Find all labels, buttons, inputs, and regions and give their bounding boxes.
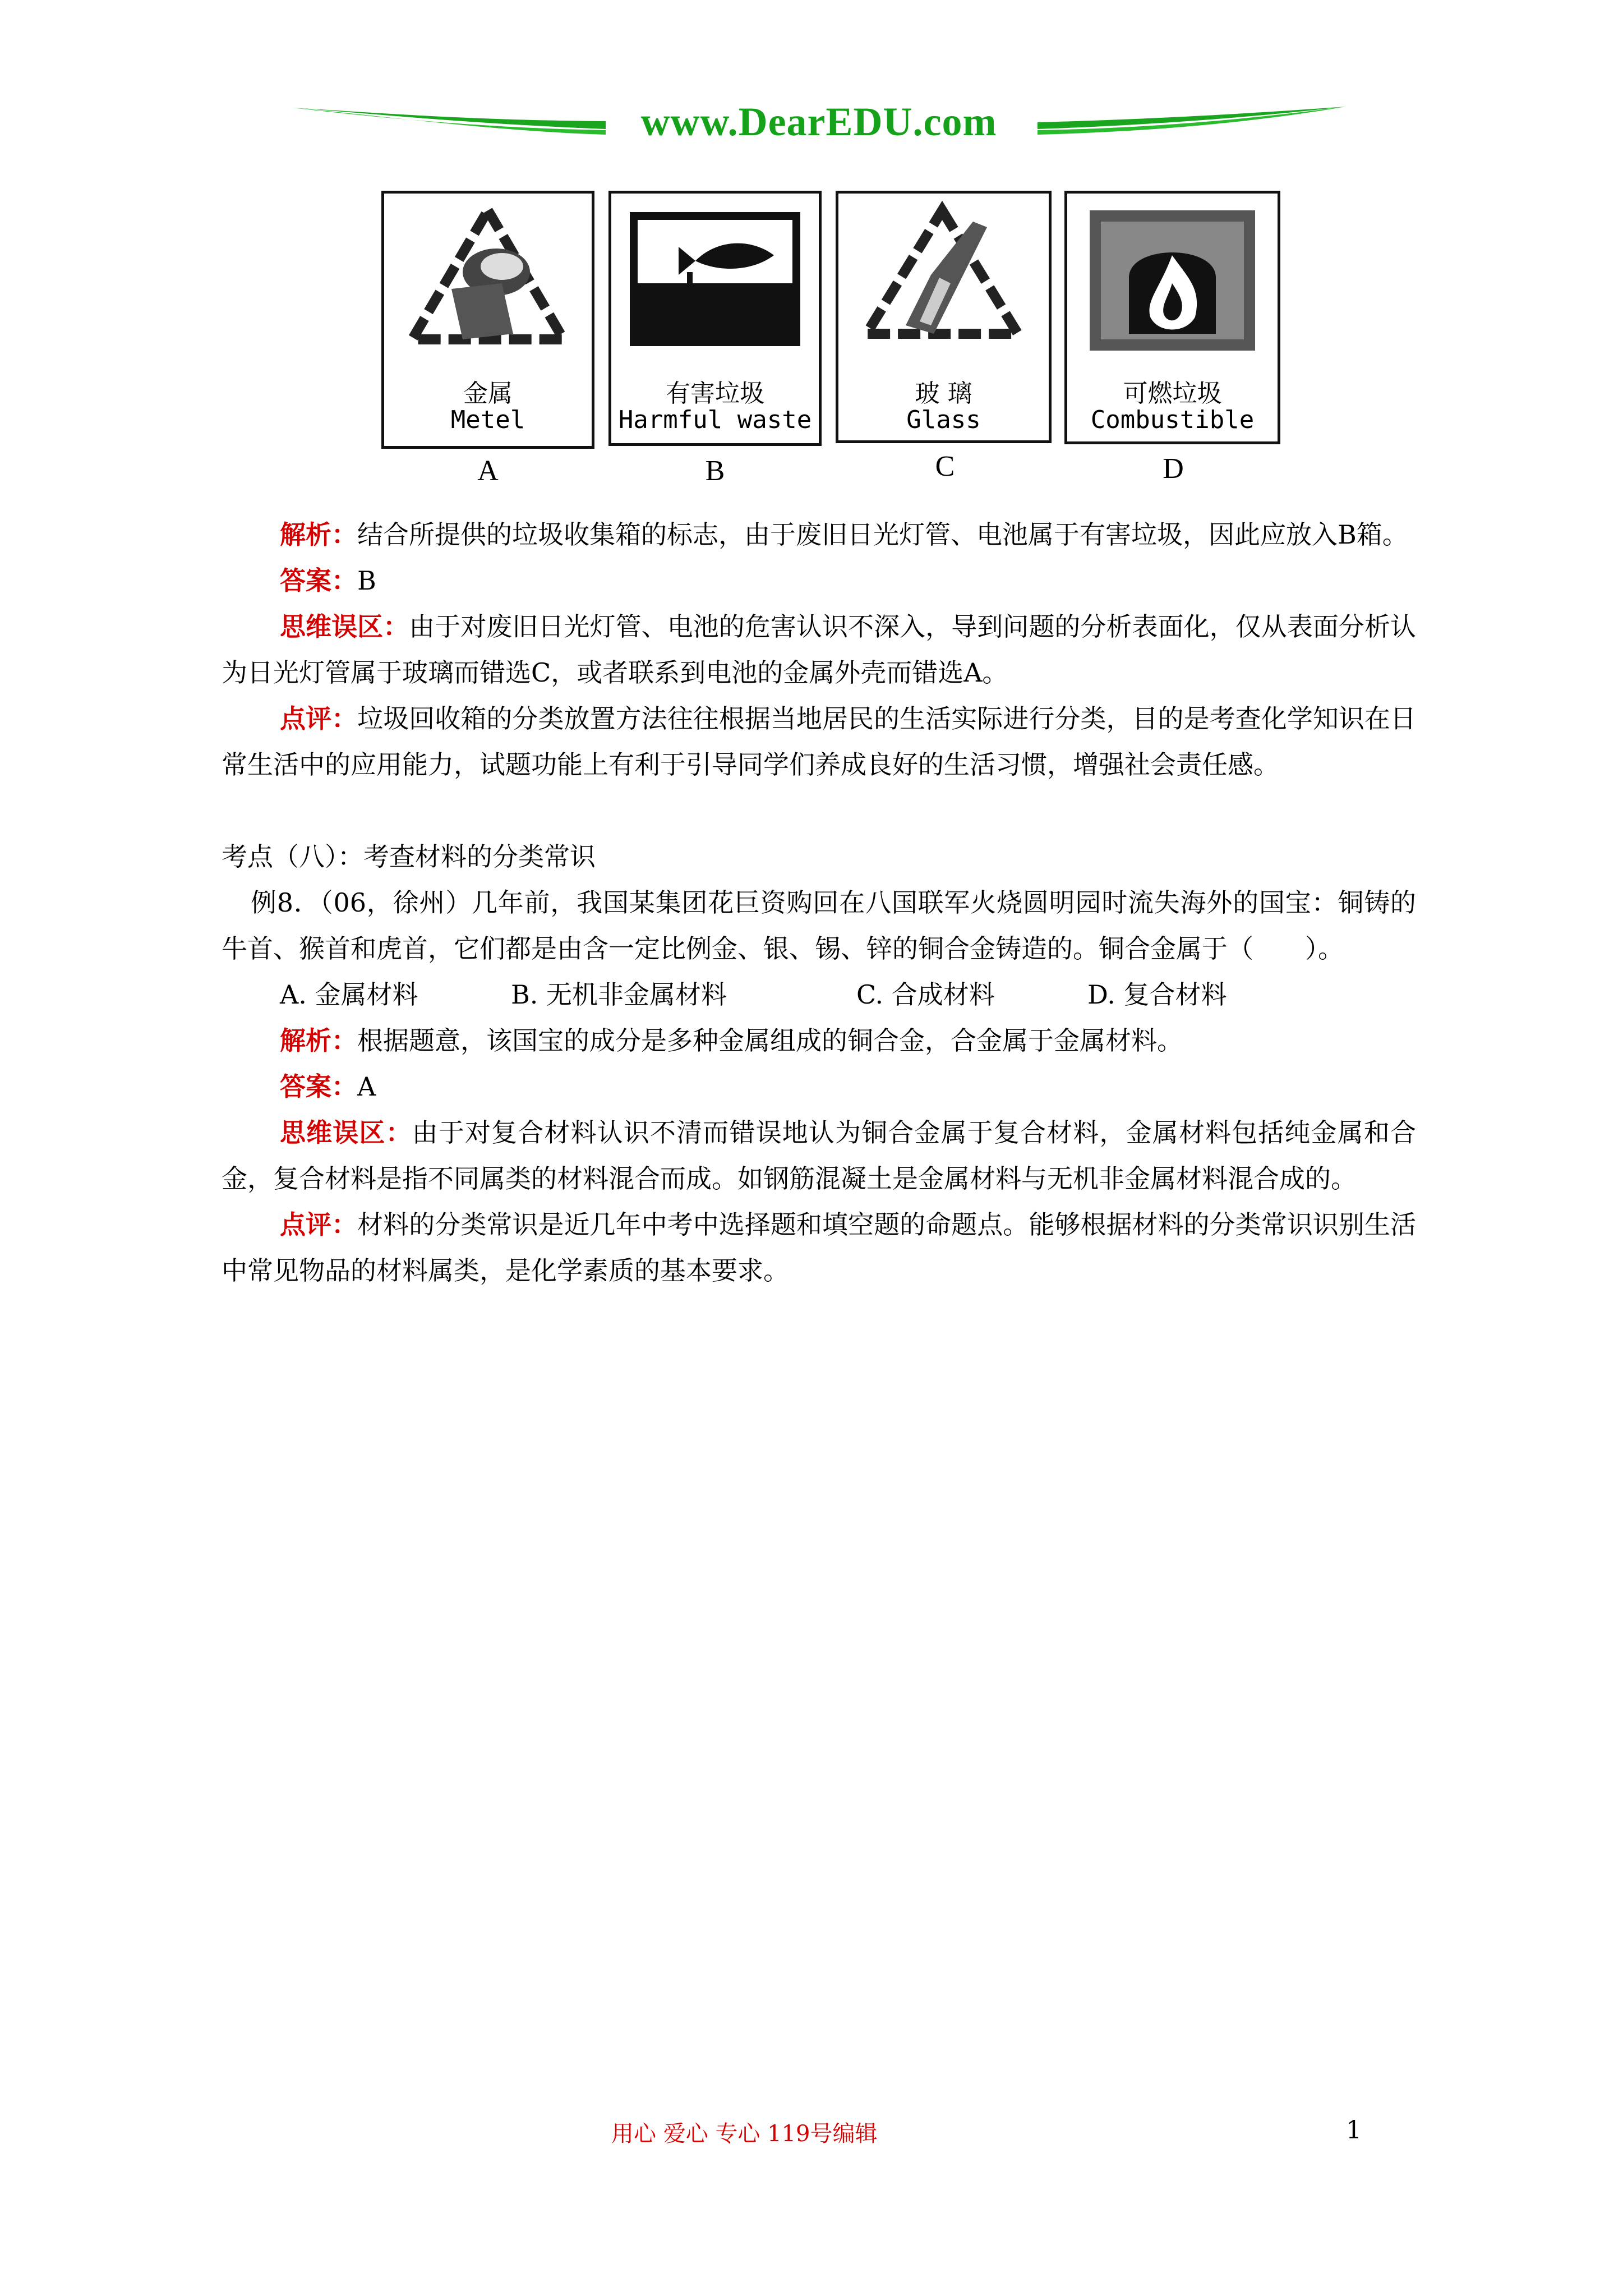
- q8-answer-label: 答案：: [280, 1071, 357, 1102]
- site-header: [292, 95, 1346, 151]
- q7-comment-label: 点评：: [280, 703, 358, 734]
- q7-analysis-text: 结合所提供的垃圾收集箱的标志，由于废旧日光灯管、电池属于有害垃圾，因此应放入B箱。: [357, 519, 1408, 550]
- q7-answer-label: 答案：: [280, 565, 357, 596]
- section8-title: 考点（八）：考查材料的分类常识: [222, 841, 596, 872]
- bin-icons-figure: [381, 191, 1290, 505]
- section8-question: 例8．（06，徐州）几年前，我国某集团花巨资购回在八国联军火烧圆明园时流失海外的国宝：铜铸的牛首、猴首和虎首，它们都是由含一定比例金、银、锡、锌的铜合金铸造的。铜合金属于（ ）。: [222, 887, 1416, 964]
- bin-c-label-en: Glass: [906, 406, 981, 434]
- q7-misconception-label: 思维误区：: [280, 611, 409, 642]
- flame-icon: [1067, 194, 1278, 362]
- bin-b-label-cn: 有害垃圾: [666, 379, 764, 408]
- bin-a-label-en: Metel: [450, 406, 525, 434]
- page-number: 1: [1346, 2116, 1362, 2145]
- option-c: C. 合成材料: [856, 979, 995, 1010]
- footer-credit: 用心 爱心 专心 119号编辑: [611, 2121, 878, 2147]
- section8-options: [222, 972, 1416, 1018]
- bin-c-label-cn: 玻 璃: [915, 379, 972, 408]
- q7-answer: [222, 558, 1416, 604]
- q8-misconception-text: 由于对复合材料认识不清而错误地认为铜合金属于复合材料，金属材料包括纯金属和合金，复合材料是指不同属类的材料混合而成。如钢筋混凝土是金属材料与无机非金属材料混合成的。: [222, 1117, 1417, 1194]
- site-logo-text[interactable]: www.DearEDU.com: [640, 99, 997, 144]
- bin-a-label-cn: 金属: [463, 379, 513, 408]
- option-a: A. 金属材料: [280, 979, 418, 1010]
- bin-c: [836, 191, 1052, 443]
- q8-analysis: [222, 1018, 1416, 1064]
- bin-d-label-cn: 可燃垃圾: [1123, 379, 1222, 408]
- q8-misconception-label: 思维误区：: [280, 1117, 412, 1148]
- q7-analysis-label: 解析：: [280, 519, 357, 550]
- option-b: B. 无机非金属材料: [511, 979, 727, 1010]
- bin-a: [381, 191, 594, 449]
- q8-misconception: [222, 1110, 1416, 1202]
- bin-a-letter: A: [477, 455, 499, 487]
- bin-d: [1064, 191, 1280, 444]
- harmful-fish-icon: [611, 194, 819, 362]
- bin-d-letter: D: [1163, 453, 1184, 485]
- q7-analysis: [222, 512, 1416, 558]
- q8-answer: [222, 1064, 1416, 1110]
- bin-b-label-en: Harmful waste: [618, 406, 812, 434]
- q7-answer-text: B: [357, 565, 376, 596]
- q7-comment-text: 垃圾回收箱的分类放置方法往往根据当地居民的生活实际进行分类，目的是考查化学知识在日常生活中的应用能力，试题功能上有利于引导同学们养成良好的生活习惯，增强社会责任感。: [222, 703, 1417, 780]
- q7-misconception-text: 由于对废旧日光灯管、电池的危害认识不深入，导到问题的分析表面化，仅从表面分析认为日光灯管属于玻璃而错选C，或者联系到电池的金属外壳而错选A。: [222, 611, 1417, 688]
- document-body: [222, 512, 1416, 1294]
- bin-c-letter: C: [935, 450, 955, 482]
- q8-analysis-text: 根据题意，该国宝的成分是多种金属组成的铜合金，合金属于金属材料。: [357, 1025, 1183, 1056]
- q8-answer-text: A: [357, 1071, 376, 1102]
- option-d: D. 复合材料: [1087, 979, 1227, 1010]
- q8-comment: [222, 1202, 1416, 1294]
- glass-bottle-recycle-icon: [838, 194, 1049, 362]
- bin-b: [608, 191, 822, 446]
- q7-misconception: [222, 604, 1416, 696]
- q8-comment-text: 材料的分类常识是近几年中考中选择题和填空题的命题点。能够根据材料的分类常识识别生活中常见物品的材料属类，是化学素质的基本要求。: [222, 1209, 1417, 1286]
- metal-can-recycle-icon: [384, 194, 592, 362]
- q8-analysis-label: 解析：: [280, 1025, 357, 1056]
- bin-b-letter: B: [705, 455, 725, 487]
- q8-comment-label: 点评：: [280, 1209, 358, 1240]
- q7-comment: [222, 696, 1416, 788]
- bin-d-label-en: Combustible: [1090, 406, 1255, 434]
